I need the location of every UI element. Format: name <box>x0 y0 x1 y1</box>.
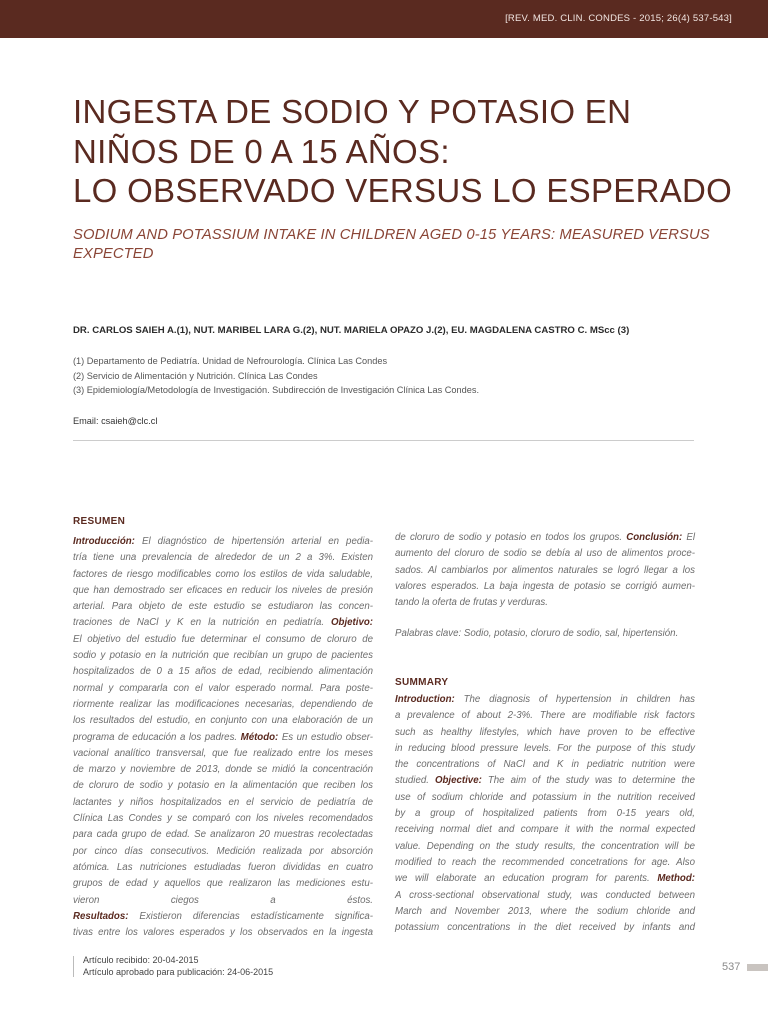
text-line <box>395 888 695 904</box>
text-run: the concentrations of NaCl and K in pediatric nutrition were <box>395 759 695 771</box>
text-run: El objetivo del estudio fue determinar el consumo de cloruro de <box>73 633 373 645</box>
text-line <box>73 844 373 860</box>
text-line <box>395 692 695 708</box>
text-line <box>395 725 695 741</box>
resumen-body <box>73 534 373 941</box>
text-run: studied. <box>395 775 435 787</box>
subtitle-line: EXPECTED <box>73 246 154 262</box>
text-run: El <box>682 532 695 543</box>
approved-date: Artículo aprobado para publicación: 24-06-2015 <box>83 966 274 977</box>
text-line <box>395 822 695 838</box>
text-line <box>395 708 695 724</box>
text-run: hospitalizados de 0 a 15 años de edad, recibiendo alimentación <box>73 666 373 678</box>
text-line <box>395 757 695 773</box>
text-line <box>73 583 373 599</box>
text-run: A cross-sectional observational study, was conducted between <box>395 889 695 901</box>
text-run: we will elaborate an education program for parents. <box>395 873 658 885</box>
section-label: Method: <box>657 873 695 885</box>
text-line <box>73 632 373 648</box>
text-run: The diagnosis of hypertension in children has <box>454 694 695 705</box>
text-run: por cinco días consecutivos. Medición realizada por absorción <box>73 845 373 857</box>
text-run: Existieron diferencias estadísticamente significa- <box>128 910 373 922</box>
title-line: LO OBSERVADO VERSUS LO ESPERADO <box>73 172 733 209</box>
article-dates <box>83 955 273 978</box>
text-line <box>73 811 373 827</box>
text-line <box>395 871 695 887</box>
section-label: Objective: <box>434 775 482 787</box>
affiliation-item: (1) Departamento de Pediatría. Unidad de Nefrourología. Clínica Las Condes <box>73 356 388 366</box>
text-run: The aim of the study was to determine the <box>481 775 695 787</box>
text-run: tría tiene una prevalencia de alrededor de un 2 a 3%. Existen <box>73 552 373 564</box>
summary-heading: SUMMARY <box>395 677 449 688</box>
section-label: Resultados: <box>73 910 129 922</box>
text-run: vieron ciegos a éstos. <box>73 894 373 906</box>
page-tab <box>747 964 768 971</box>
text-run: aumento del cloruro de sodio se debía al uso de alimentos proce- <box>395 548 695 560</box>
text-run: El diagnóstico de hipertensión arterial en pedia- <box>134 536 373 547</box>
subtitle-line: SODIUM AND POTASSIUM INTAKE IN CHILDREN AGED 0-15 YEARS: MEASURED VERSUS <box>73 227 710 243</box>
text-run: sodio y potasio en la nutrición que recibían un grupo de pacientes <box>73 650 373 662</box>
header-divider <box>73 440 694 441</box>
text-run: by a group of hospitalized patients from 0-15 years old, <box>395 808 695 820</box>
title-line: INGESTA DE SODIO Y POTASIO EN <box>73 93 632 130</box>
text-run: de cloruro de sodio y potasio en todos los grupos. <box>395 532 627 543</box>
text-line <box>395 790 695 806</box>
text-line <box>395 579 695 595</box>
text-run: sados. Al cambiarlos por alimentos naturales se logró llegar a los <box>395 564 695 576</box>
text-line <box>73 730 373 746</box>
text-line <box>73 713 373 729</box>
text-run: los resultados del estudio, en conjunto con una elaboración de un <box>73 715 373 727</box>
author-list: DR. CARLOS SAIEH A.(1), NUT. MARIBEL LARA G.(2), NUT. MARIELA OPAZO J.(2), EU. MAGDALENA CASTRO C. MScc (3) <box>73 325 630 336</box>
text-line <box>73 681 373 697</box>
text-run: arterial. Para objeto de este estudio se estudiaron las concen- <box>73 601 373 613</box>
text-run: value. Depending on the study results, the concentration will be <box>395 840 695 852</box>
text-run: use of sodium chloride and potassium in the nutrition received <box>395 791 695 803</box>
text-line <box>73 567 373 583</box>
resumen-body-continued <box>395 530 695 611</box>
text-line <box>73 550 373 566</box>
keywords: Palabras clave: Sodio, potasio, cloruro de sodio, sal, hipertensión. <box>395 628 679 639</box>
text-run: de cloruro de sodio y potasio en la alimentación que reciben los <box>73 780 373 792</box>
affiliation-item: (2) Servicio de Alimentación y Nutrición. Clínica Las Condes <box>73 370 318 381</box>
text-line <box>395 855 695 871</box>
contact-email: Email: csaieh@clc.cl <box>73 416 158 426</box>
text-run: Es un estudio obser- <box>278 731 373 743</box>
text-line <box>73 827 373 843</box>
text-line <box>395 563 695 579</box>
text-run: in reducing blood pressure levels. For the purpose of this study <box>395 742 695 754</box>
text-run: a prevalence of about 2-3%. There are modifiable risk factors <box>395 710 695 722</box>
text-line <box>395 839 695 855</box>
text-line <box>73 615 373 631</box>
text-line <box>73 534 373 550</box>
section-label: Objetivo: <box>331 617 373 629</box>
text-run: programa de educación a los padres. <box>73 731 241 743</box>
footer-rule <box>73 956 74 977</box>
text-run: de marzo y noviembre de 2013, donde se midió la concentración <box>73 764 373 776</box>
header-bar <box>0 0 768 38</box>
text-line <box>395 806 695 822</box>
text-run: lactantes y niños hospitalizados en el servicio de pediatría de <box>73 796 373 808</box>
text-run: valores esperados. La baja ingesta de potasio se corrigió aumen- <box>395 580 695 592</box>
summary-body <box>395 692 695 936</box>
resumen-heading: RESUMEN <box>73 516 126 527</box>
section-label: Método: <box>240 731 279 743</box>
text-line <box>395 904 695 920</box>
text-run: riormente realizar las modificaciones necesarias, dependiendo de <box>73 698 373 710</box>
affiliations <box>73 354 479 398</box>
page-number: 537 <box>722 961 741 973</box>
text-line <box>73 795 373 811</box>
text-line <box>73 746 373 762</box>
text-run: factores de riesgo modificables como los estilos de vida saludable, <box>73 568 373 580</box>
text-line <box>395 773 695 789</box>
text-run: tando la oferta de frutas y verduras. <box>395 597 548 609</box>
text-line <box>395 530 695 546</box>
article-title <box>73 92 733 211</box>
text-line <box>73 664 373 680</box>
title-line: NIÑOS DE 0 A 15 AÑOS: <box>73 132 450 170</box>
affiliation-item: (3) Epidemiología/Metodología de Investigación. Subdirección de Investigación Clínica Las Condes. <box>73 385 480 395</box>
text-line <box>395 741 695 757</box>
received-date: Artículo recibido: 20-04-2015 <box>83 955 199 965</box>
text-run: such as healthy lifestyles, which have proven to be effective <box>395 726 695 738</box>
text-run: grupos de edad y aquellos que realizaron las mediciones estu- <box>73 878 373 890</box>
text-line <box>73 876 373 892</box>
text-run: que han demostrado ser eficaces en reducir los niveles de presión <box>73 584 373 596</box>
text-line <box>395 920 695 936</box>
text-line <box>73 860 373 876</box>
text-line <box>73 925 373 941</box>
text-run: vacional analítico transversal, que fue realizado entre los meses <box>73 747 373 759</box>
text-run: normal y compararla con el valor esperado normal. Para poste- <box>73 682 373 694</box>
text-run: receiving normal diet and compare it with the normal expected <box>395 824 695 836</box>
journal-reference: [REV. MED. CLIN. CONDES - 2015; 26(4) 537-543] <box>505 13 732 24</box>
text-line <box>73 648 373 664</box>
text-line <box>73 697 373 713</box>
text-line <box>73 762 373 778</box>
text-run: atómica. Las nutriciones estudiadas fueron divididas en cuatro <box>73 861 373 873</box>
text-line <box>73 893 373 909</box>
section-label: Introducción: <box>73 536 135 547</box>
text-run: para cada grupo de edad. Se analizaron 20 muestras recolectadas <box>73 829 373 841</box>
text-run: modified to reach the recommended concetrations for age. Also <box>395 856 695 868</box>
text-line <box>73 599 373 615</box>
text-line <box>395 546 695 562</box>
text-run: March and November 2013, where the sodium chloride and <box>395 905 695 917</box>
text-run: Clínica Las Condes y se comparó con los niveles recomendados <box>73 813 373 825</box>
text-run: potassium concentrations in the diet received by infants and <box>395 922 695 934</box>
section-label: Conclusión: <box>626 532 683 543</box>
text-line <box>73 909 373 925</box>
text-line <box>395 595 695 611</box>
text-line <box>73 778 373 794</box>
section-label: Introduction: <box>395 694 455 705</box>
text-run: traciones de NaCl y K en la nutrición en pediatría. <box>73 617 332 629</box>
english-subtitle <box>73 226 713 264</box>
text-run: tivas entre los valores esperados y los observados en la ingesta <box>73 927 373 939</box>
